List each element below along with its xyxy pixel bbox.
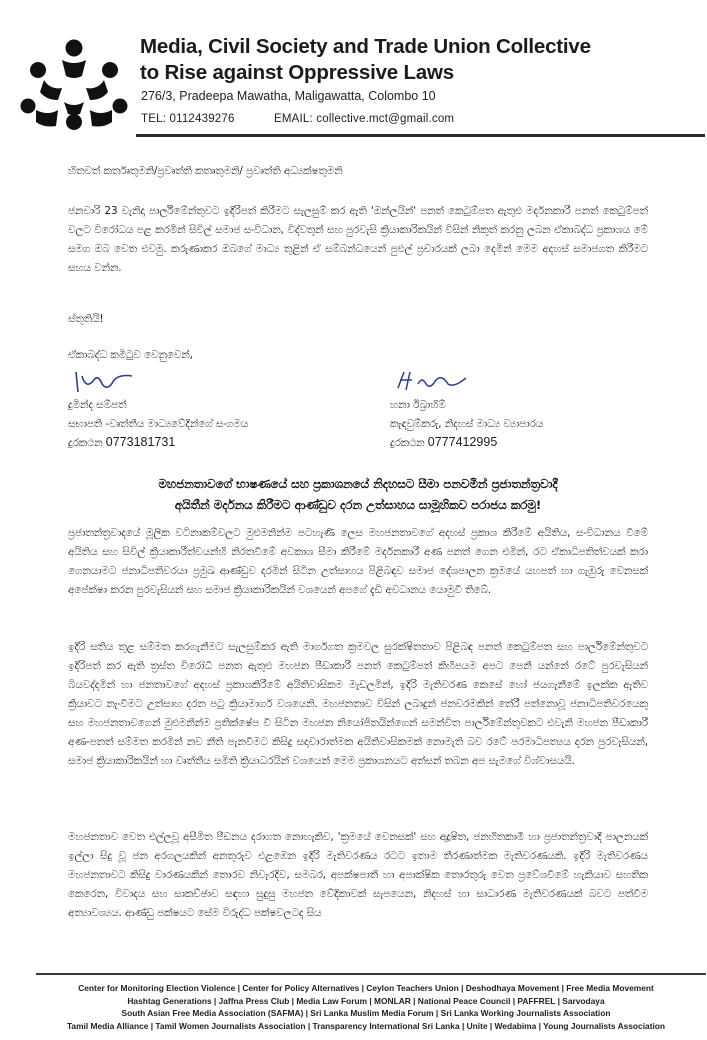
- signature-1-icon: [72, 366, 142, 396]
- member-organizations-footer: [28, 982, 704, 1032]
- signatory-2-title: කැඳවුම්කරු, නිදහස් මාධ්‍ය ව්‍යාපාරය: [390, 417, 544, 430]
- signatory-1-name: දුමින්ද සම්පත්: [68, 399, 127, 411]
- organization-contact: [141, 113, 454, 125]
- signatory-1-phone-label: දුරකථන: [68, 437, 103, 449]
- signatory-1-title: සභාපති -වෘත්තීය මාධ්‍යවේදීන්ගේ සංගමය: [68, 417, 249, 430]
- signatory-2: [390, 396, 543, 453]
- footer-divider: [36, 973, 706, 975]
- signature-2-icon: [392, 366, 472, 396]
- statement-headline-line1: මහජනතාවගේ භාෂණයේ සහ ප්‍රකාශනයේ නිදහසට සීමා පනවමින් ප්‍රජාතන්ත්‍රවාදී: [158, 477, 558, 491]
- signatory-1-phone-row: [68, 433, 248, 453]
- organization-address: 276/3, Pradeepa Mawatha, Maligawatta, Colombo 10: [141, 89, 436, 103]
- statement-paragraph-2: ඉදිරි සතිය තුළ සම්මත කරගැනීමට සැලසුම්කර ඇති මාර්ගගත ක්‍රමවල සුරක්ෂිතතාව පිළිබඳ පනත් කෙටුම්පත සහ පාර්ලිමේන්තුවට ඉදිරිපත් කර ඇති ත්‍රස්ත විරෝධී පනත ඇතුළු මහජන පීඩාකාරී පනත් කෙටුම්පත් කිහිපයම අපට පෙනී යන්නේ රටේ පුරවැසියන් බියවද්දමින් හා ජනතාවගේ අදහස් ප්‍රකාශකිරීමේ අයිතිවාසිකම මැඩලමින්, ඉදිරි මැතිවරණ කෙසේ හෝ ජයගැනීමේ ඉලක්ක ඇතිව ක්‍රියාවට නැංවීමට උත්සාහ දරන පටු ක්‍රියාමාර්ග වශයෙනි. මහජනතාව විසින් ලබාදුන් ජනවරමකින් තේරී පත්නොවූ ජනාධිපතිවරයෙකු සහ මහජනතාවගෙන් මුළුමනින්ම ප්‍රතික්ෂේප වී සිටින මහජන නියෝජිතයින්ගෙන් සමන්විත පාර්ලිමේන්තුවකට එවැනි මහජන පීඩාකාරී අණ-පනත් සම්මත කරමින් නව නීති පැනවීමට කිසිදු සදාචාරාත්මක අයිතිවාසිකමක් නොමැති බව රටේ පරමාධිපත්‍යය දරන පුරවැසියන්, සමාජ ක්‍රියාකාරිකයින් හා වෘත්තීය සමිති ක්‍රියාධරයින් වශයෙන් මෙම ප්‍රකාශනයට අත්සන් තබන අප සැමගේ විශ්වාසයයි.: [68, 641, 648, 767]
- footer-line-4: Tamil Media Alliance | Tamil Women Journalists Association | Transparency International Sri Lanka | Unite | Wedabima | Young Journalists Association: [66, 1020, 666, 1031]
- signatory-2-phone: 0777412995: [427, 435, 498, 449]
- footer-line-2: Hashtag Generations | Jaffna Press Club | Media Law Forum | MONLAR | National Peace Council | PAFFREL | Sarvodaya: [127, 995, 605, 1006]
- statement-paragraph-3: මහජනතාව වෙත එල්ලවූ අසීමිත පීඩනය දරාගත නොහැකිව, 'ක්‍රමයේ වෙනසක්' සහ අදූෂිත, ජනහිතකාමී හා ප්‍රජාතන්ත්‍රවාදී පාලනයක් ඉල්ලා සිදු වූ ජන අරගලයකින් අනතුරුව එළඹෙන ඉදිරි මැතිවරණය රටට ඉතාම තීරණාත්මක මැතිවරණයකි. ඉදිරි මැතිවරණය මහජනතාවට කිසිදු වාරණයකින් තොරව නිවැරදිව, සමබර, අපක්ෂපාතී හා අපාක්ෂික තොරතුරු වෙත ප්‍රවේශවීමේ හැකියාව සහතික කෙරෙන, විවාදය සහ සාකච්ඡාව සඳහා සුදුසු මහජන වේදිකාවක් සැපයෙන, නිදහස් හා සාධාරණ මැතිවරණයක් බවට පත්වීම අත්‍යාවශ්‍යය. ආණ්ඩු පක්ෂයට සේම විරුද්ධ පක්ෂවලටද සිය: [68, 831, 648, 919]
- organization-title: [140, 34, 700, 86]
- intro-paragraph: ජනවාරි 23 වැනිදා පාර්ලිමේන්තුවට ඉදිරිපත් කිරීමට සැලසුම් කර ඇති 'ඔන්ලයින්' පනත් කෙටුම්පත ඇතුළු මර්දනකාරී පනත් කෙටුම්පත් වලට විරෝධය පළ කරමින් සිවිල් සමාජ සංවිධාන, විද්වතුන් සහ පුරවැසි ක්‍රියාකාරිකයින් විසින් නිකුත් කරනු ලබන ඒකාබද්ධ ප්‍රකාශය මේ සමග ඔබ වෙත එවමු. කරුණාකර ඔබගේ මාධ්‍ය තුළින් ඒ සම්බන්ධයෙන් පුළුල් ප්‍රචාරයක් ලබා දෙමින් මෙම අදහස් සමාජගත කිරීමට සහය වන්න.: [68, 205, 648, 274]
- organization-title-line1: Media, Civil Society and Trade Union Collective: [140, 35, 591, 58]
- footer-line-3: South Asian Free Media Association (SAFMA) | Sri Lanka Muslim Media Forum | Sri Lanka Working Journalists Association: [121, 1008, 611, 1018]
- signatory-2-name: හනා ඊබ්‍රාහිම්: [390, 399, 446, 411]
- email-address: EMAIL: collective.mct@gmail.com: [274, 113, 455, 125]
- footer-line-1: Center for Monitoring Election Violence | Center for Policy Alternatives | Ceylon Teachers Union | Deshodhaya Movement | Free Media Movement: [78, 983, 654, 993]
- organization-title-line2: to Rise against Oppressive Laws: [140, 61, 454, 84]
- signatory-1: [68, 396, 248, 453]
- statement-headline-line2: අයිතීන් මර්දනය කිරීමට ආණ්ඩුව දරන උත්සාහය සාමූහිකව පරාජය කරමු!: [174, 498, 542, 512]
- signatory-2-phone-row: [390, 433, 543, 453]
- statement-paragraph-1: ප්‍රජාතන්ත්‍රවාදයේ මූලික වටිනාකම්වලට මුළුමනින්ම පටහැණි ලෙස මහජනතාවගේ අදහස් ප්‍රකාශ කිරීමේ අයිතිය, සංවිධානය වීමේ අයිතිය සහ සිවිල් ක්‍රියාකාරීත්වයන්හි නිරතවීමේ අවකාශ සීමා කිරීමේ මර්දනකාරී අණ පනත් ගෙන එමින්, රට ඒකාධිපතිත්වයක් කරා ගෙනයාමට ජනාධිපතිවරයා ප්‍රමුඛ ආණ්ඩුව දරමින් සිටින උත්සාහය පිළිබඳව සමාජ දේශපාලන ක්‍රමයේ යහපත් හා ගැඹුරු වෙනසක් අපේක්ෂා කරන පුරවැසියන් සහ සමාජ ක්‍රියාකාරිකයින් වශයෙන් අපගේ දැඩි අවධානය යොමුවී තිබේ.: [68, 527, 648, 596]
- header-divider: [136, 134, 705, 137]
- statement-headline: [68, 474, 648, 516]
- people-circle-logo-icon: [18, 36, 130, 136]
- telephone-number: TEL: 0112439276: [141, 113, 235, 125]
- salutation: හිතවත් කර්තෘතුමනි/ප්‍රවෘත්ති කතෘතුමනි/ ප්‍රවෘත්ති අධ්‍යක්ෂතුමනි: [68, 165, 343, 177]
- thanks-line: ස්තුතියි!: [68, 313, 104, 325]
- signatory-1-phone: 0773181731: [105, 435, 176, 449]
- signatory-2-phone-label: දුරකථන: [390, 437, 425, 449]
- on-behalf-line: ඒකාබද්ධ කමිටුව වෙනුවෙන්,: [68, 349, 193, 361]
